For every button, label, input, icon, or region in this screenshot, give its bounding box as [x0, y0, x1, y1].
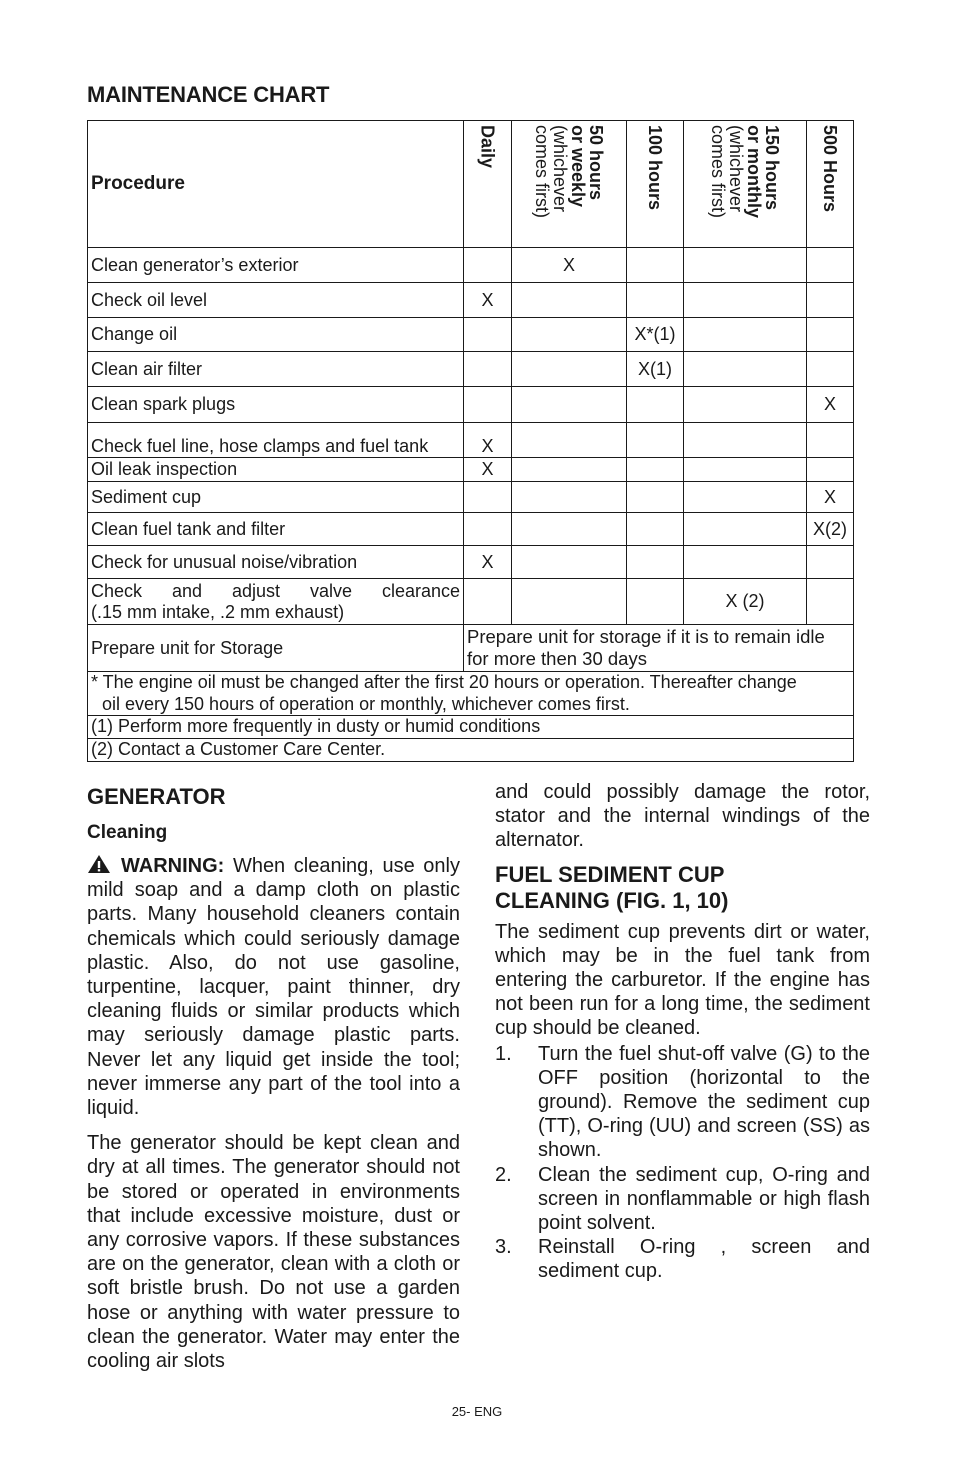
header-500-hours [807, 121, 854, 248]
sediment-intro: The sediment cup prevents dirt or water, which may be in the fuel tank from entering the carburetor. If the engine has not been run for a long time, the sediment cup should be cleaned. [495, 920, 870, 1040]
cell-100-hours [627, 283, 684, 318]
cell-500-hours: X(2) [807, 513, 854, 546]
cell-50-hours [512, 513, 627, 546]
storage-instruction: Prepare unit for storage if it is to remain idle for more then 30 days [464, 625, 854, 672]
cell-100-hours [627, 513, 684, 546]
step-number: 3. [495, 1236, 512, 1259]
cell-50-hours [512, 318, 627, 352]
cell-daily [464, 387, 512, 423]
cell-500-hours [807, 318, 854, 352]
cell-500-hours [807, 352, 854, 387]
cell-500-hours [807, 248, 854, 283]
cell-150-hours [684, 248, 807, 283]
table-row [88, 513, 854, 546]
note-row-1 [88, 716, 854, 739]
note-engine-oil [88, 672, 854, 716]
right-column [495, 780, 870, 1284]
generator-heading: GENERATOR [87, 784, 226, 809]
sediment-heading-line-2: CLEANING (FIG. 1, 10) [495, 887, 729, 913]
page-number: 25- ENG [451, 1404, 503, 1419]
valve-line-1: Check and adjust valve clearance [91, 580, 460, 601]
cell-100-hours [627, 546, 684, 579]
step-text: Clean the sediment cup, O-ring and screen in nonflammable or high flash point solvent. [538, 1163, 870, 1235]
cell-daily: X [464, 423, 512, 458]
left-column [87, 784, 460, 1373]
header-500-hours-label: 500 Hours [820, 125, 840, 213]
cell-500-hours: X [807, 482, 854, 513]
cell-daily: X [464, 283, 512, 318]
step-number: 2. [495, 1163, 512, 1186]
row-procedure: Clean fuel tank and filter [88, 513, 464, 546]
table-row-storage [88, 625, 854, 672]
table-row [88, 546, 854, 579]
cell-100-hours: X(1) [627, 352, 684, 387]
cell-150-hours [684, 283, 807, 318]
cell-50-hours: X [512, 248, 627, 283]
cell-150-hours [684, 482, 807, 513]
header-50-hours-label: 50 hours or weekly [568, 125, 606, 208]
table-row [88, 283, 854, 318]
cell-100-hours [627, 248, 684, 283]
cell-500-hours [807, 579, 854, 625]
cell-100-hours [627, 423, 684, 458]
table-row [88, 458, 854, 482]
list-item [495, 1163, 870, 1236]
cell-daily: X [464, 458, 512, 482]
cell-100-hours [627, 387, 684, 423]
row-procedure: Change oil [88, 318, 464, 352]
header-150-hours-note: (whichever comes first) [708, 125, 746, 219]
sediment-heading-line-1: FUEL SEDIMENT CUP [495, 861, 725, 887]
table-row [88, 482, 854, 513]
row-procedure: Check fuel line, hose clamps and fuel tank [88, 423, 464, 458]
header-procedure: Procedure [88, 121, 464, 248]
cell-500-hours: X [807, 387, 854, 423]
note-engine-oil-line-2: oil every 150 hours of operation or monthly, whichever comes first. [102, 693, 630, 714]
cell-daily [464, 579, 512, 625]
row-procedure-storage: Prepare unit for Storage [88, 625, 464, 672]
cell-150-hours [684, 546, 807, 579]
header-50-hours [512, 121, 627, 248]
row-procedure-valve [88, 579, 464, 625]
cell-150-hours [684, 458, 807, 482]
cell-500-hours [807, 458, 854, 482]
row-procedure: Sediment cup [88, 482, 464, 513]
cell-daily [464, 513, 512, 546]
sediment-steps [495, 1042, 870, 1284]
cell-500-hours [807, 423, 854, 458]
cell-50-hours [512, 352, 627, 387]
warning-paragraph [87, 854, 460, 1120]
row-procedure: Clean spark plugs [88, 387, 464, 423]
row-procedure: Clean air filter [88, 352, 464, 387]
cell-daily [464, 318, 512, 352]
cell-daily: X [464, 546, 512, 579]
cell-daily [464, 352, 512, 387]
table-row [88, 318, 854, 352]
header-daily [464, 121, 512, 248]
cleaning-subheading: Cleaning [87, 822, 168, 843]
note-row-2 [88, 739, 854, 762]
cell-150-hours [684, 513, 807, 546]
cell-50-hours [512, 387, 627, 423]
note-1: (1) Perform more frequently in dusty or humid conditions [88, 716, 854, 739]
cell-150-hours [684, 352, 807, 387]
cell-100-hours: X*(1) [627, 318, 684, 352]
header-daily-label: Daily [477, 125, 498, 169]
warning-text: When cleaning, use only mild soap and a damp cloth on plastic parts. Many household cleaners contain chemicals which could seriously damage plastic. Also, do not use gasoline, turpentine, lacquer, paint thinner, dry cleaning fluids or similar products which may seriously damage plastic parts. Never let any liquid get inside the tool; never immerse any part of the tool into a liquid. [87, 855, 460, 1120]
maintenance-table [87, 120, 854, 762]
row-procedure: Clean generator’s exterior [88, 248, 464, 283]
cell-150-hours: X (2) [684, 579, 807, 625]
row-procedure: Oil leak inspection [88, 458, 464, 482]
header-100-hours-label: 100 hours [645, 125, 665, 211]
cell-50-hours [512, 423, 627, 458]
cell-50-hours [512, 482, 627, 513]
valve-line-2: (.15 mm intake, .2 mm exhaust) [91, 601, 345, 622]
table-header-row [88, 121, 854, 248]
note-2: (2) Contact a Customer Care Center. [88, 739, 854, 762]
cell-50-hours [512, 283, 627, 318]
cell-150-hours [684, 318, 807, 352]
note-engine-oil-line-1: * The engine oil must be changed after the first 20 hours or operation. Thereafter change [91, 672, 797, 692]
warning-icon [87, 854, 111, 874]
generator-continuation: and could possibly damage the rotor, stator and the internal windings of the alternator. [495, 781, 870, 852]
sediment-heading [495, 862, 870, 914]
step-number: 1. [495, 1042, 512, 1065]
list-item [495, 1235, 870, 1283]
cell-50-hours [512, 546, 627, 579]
header-100-hours [627, 121, 684, 248]
cell-50-hours [512, 458, 627, 482]
warning-label: WARNING: [121, 855, 225, 877]
generator-paragraph: The generator should be kept clean and dry at all times. The generator should not be stored or operated in environments that include excessive moisture, dust or any corrosive vapors. If these substances are on the generator, clean with a cloth or soft bristle brush. Do not use a garden hose or anything with water pressure to clean the generator. Water may enter the cooling air slots [87, 1132, 460, 1373]
list-item [495, 1042, 870, 1163]
table-row-valve [88, 579, 854, 625]
header-150-hours [684, 121, 807, 248]
note-row-star [88, 672, 854, 716]
cell-daily [464, 248, 512, 283]
cell-500-hours [807, 546, 854, 579]
table-row [88, 387, 854, 423]
table-row [88, 352, 854, 387]
row-procedure: Check oil level [88, 283, 464, 318]
cell-50-hours [512, 579, 627, 625]
header-50-hours-note: (whichever comes first) [532, 125, 570, 219]
table-row [88, 423, 854, 458]
chart-title: MAINTENANCE CHART [87, 82, 330, 107]
cell-daily [464, 482, 512, 513]
header-150-hours-label: 150 hours or monthly [744, 125, 782, 218]
step-text: Turn the fuel shut-off valve (G) to the OFF position (horizontal to the ground). Remove the sediment cup (TT), O-ring (UU) and screen (SS) as shown. [538, 1042, 870, 1162]
cell-150-hours [684, 423, 807, 458]
cell-100-hours [627, 579, 684, 625]
cell-100-hours [627, 458, 684, 482]
cell-150-hours [684, 387, 807, 423]
step-text: Reinstall O-ring , screen and sediment cup. [538, 1236, 870, 1283]
cell-100-hours [627, 482, 684, 513]
table-row [88, 248, 854, 283]
row-procedure: Check for unusual noise/vibration [88, 546, 464, 579]
cell-500-hours [807, 283, 854, 318]
